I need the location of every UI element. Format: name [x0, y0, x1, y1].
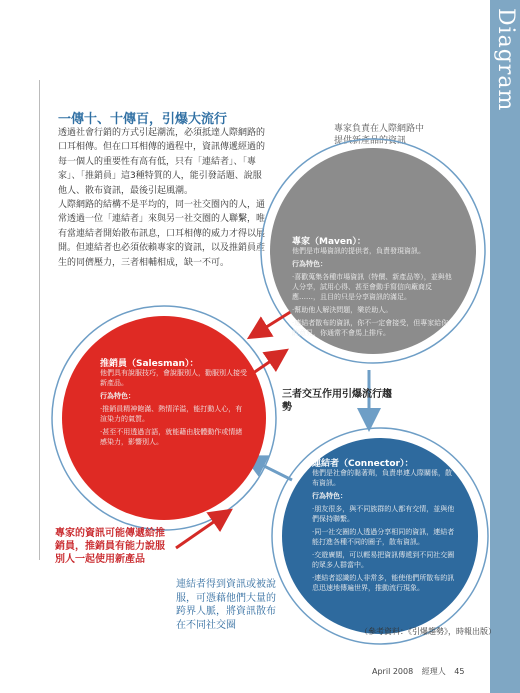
connector-trait: ‧連結者認識的人非常多，能使他們所散布的訊息迅速地傳遍世界，推動流行現象。 — [312, 574, 455, 592]
salesman-trait: ‧推銷員精神飽滿、熱情洋溢，能打動人心，有渲染力的氣質。 — [100, 405, 243, 423]
source-citation: （參考資料：《引爆趨勢》，時報出版） — [360, 627, 496, 636]
intro-paragraph: 透過社會行銷的方式引起潮流，必須抵達人際網路的口耳相傳。但在口耳相傳的過程中，資訊傳遞經過的每一個人的重要性有高有低，只有「連結者」、「專家」、「推銷員」這3種特質的人，能引發話題、說服他人、散布資訊，最後引起風潮。 — [58, 128, 266, 196]
salesman-title: 推銷員（Salesman）： — [100, 359, 199, 369]
connector-title: 連結者（Connector）： — [312, 459, 414, 469]
intro-paragraph: 人際網路的結構不是平均的，同一社交圈內的人，通常透過一位「連結者」來與另一社交圈的人聯繫，唯有當連結者開始散布訊息，口耳相傳的威力才得以展開。但連結者也必須依賴專家的資訊，以及推銷員產生的同儕壓力，三者相輔相成，缺一不可。 — [58, 200, 266, 268]
connector-note: 連結者得到資訊或被說服，可憑藉他們大量的跨界人脈，將資訊散布在不同社交圈 — [176, 579, 276, 631]
salesman-subtitle: 他們具有說服技巧，會說服別人，勸服別人接受新產品。 — [100, 369, 247, 387]
maven-subtitle: 他們是市場資訊的提供者，負責發現資訊。 — [292, 247, 425, 255]
page-footer — [372, 666, 470, 677]
connector-subtitle: 他們是社會的黏著劑，負責串連人際關係，散布資訊。 — [312, 469, 452, 487]
page-number: 45 — [454, 667, 465, 676]
salesman-trait: ‧甚至不用透過言語，就能藉由肢體動作或情緒感染力，影響別人。 — [100, 428, 243, 446]
intro-title: 一傳十、十傳百，引爆大流行 — [58, 112, 228, 127]
maven-note: 專家負責在人際網路中提供新產品的資訊 — [334, 124, 425, 146]
connector-traits-title: 行為特色： — [312, 492, 347, 500]
connector-trait: ‧朋友很多，與不同族群的人都有交情，並與他們保持聯繫。 — [312, 505, 455, 523]
magazine-name: 經理人 — [421, 667, 446, 676]
center-note: 三者交互作用引爆流行趨勢 — [282, 389, 392, 413]
connector-trait: ‧交遊廣闊，可以輕易把資訊傳遞到不同社交圈的眾多人群當中。 — [312, 551, 455, 569]
salesman-text — [100, 368, 248, 450]
maven-text — [292, 246, 452, 341]
section-label: Diagram — [493, 8, 518, 112]
maven-trait: ‧幫助他人解決問題，樂於助人。 — [292, 306, 393, 314]
connector-text — [312, 468, 458, 596]
maven-title: 專家（Maven）： — [292, 237, 366, 247]
maven-trait: ‧喜歡蒐集各種市場資訊（特價、新產品等），並與他人分享，試用心得、甚至會動手寫信向廠商反應……，且目的只是分享資訊的滿足。 — [292, 273, 452, 301]
maven-trait: ‧連結者散布的資訊，你不一定會接受，但專家給你的意見，你通常不會馬上排斥。 — [292, 319, 449, 337]
issue-date: April 2008 — [372, 667, 414, 676]
maven-traits-title: 行為特色： — [292, 260, 327, 268]
salesman-traits-title: 行為特色： — [100, 392, 135, 400]
salesman-note: 專家的資訊可能傳遞給推銷員，推銷員有能力說服別人一起使用新產品 — [55, 528, 165, 565]
connector-trait: ‧同一社交圈的人透過分享相同的資訊，連結者能打進各種不同的圈子，散布資訊。 — [312, 528, 455, 546]
